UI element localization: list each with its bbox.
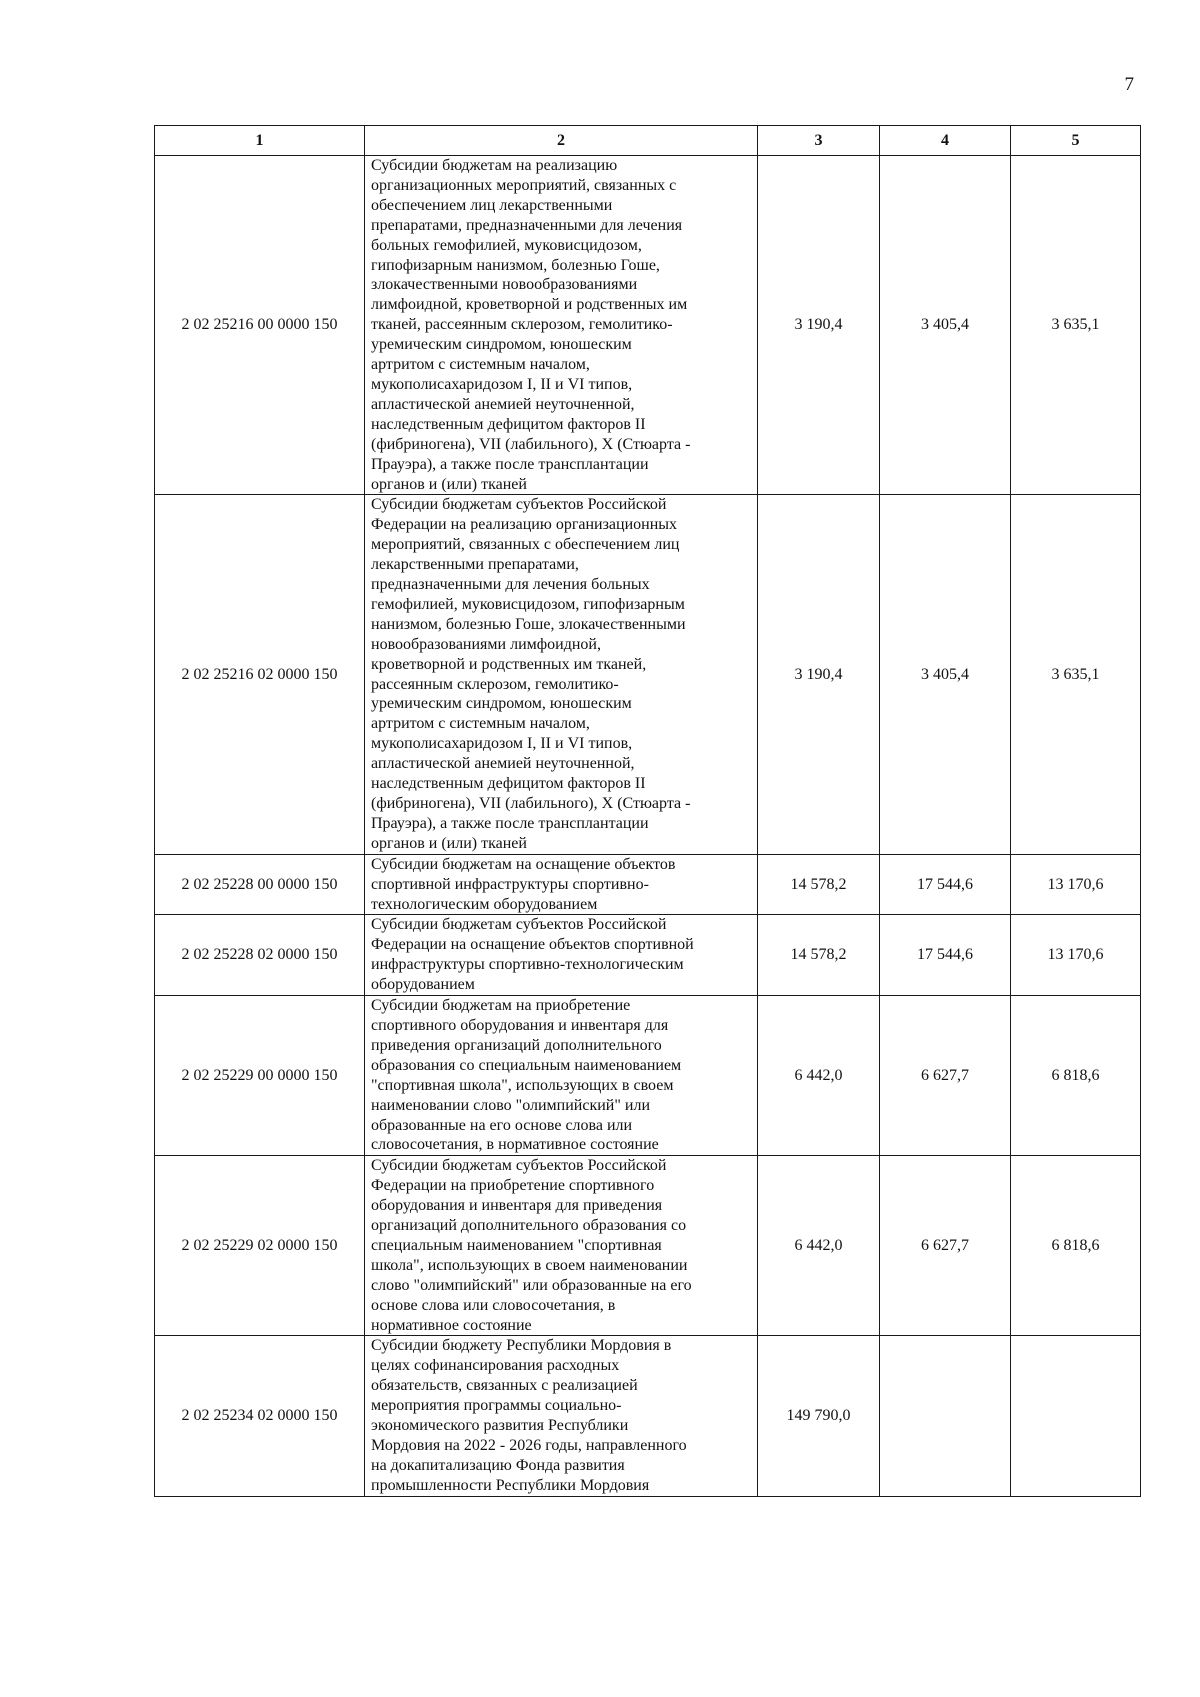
amount-cell-v3: 149 790,0 [758,1336,880,1496]
description-line: уремическим синдромом, юношеским [371,695,632,713]
description-line: словосочетания, в нормативное состояние [371,1136,659,1154]
description-line: приведения организаций дополнительного [371,1036,662,1054]
amount-cell-v3: 3 190,4 [758,156,880,495]
description-line: Субсидии бюджетам субъектов Российской [371,496,667,514]
amount-cell-v5: 6 818,6 [1011,1156,1141,1336]
description-line: мукополисахаридозом I, II и VI типов, [371,375,633,393]
description-line: мероприятия программы социально- [371,1397,622,1415]
description-line: Субсидии бюджетам на приобретение [371,997,631,1015]
description-line: мукополисахаридозом I, II и VI типов, [371,735,633,753]
description-line: слово "олимпийский" или образованные на его [371,1276,692,1294]
amount-cell-v4: 17 544,6 [880,854,1011,915]
column-header-4: 4 [880,126,1011,156]
budget-code-cell: 2 02 25216 02 0000 150 [155,495,365,854]
description-cell [365,1336,758,1496]
amount-cell-v4: 17 544,6 [880,915,1011,996]
column-header-1: 1 [155,126,365,156]
description-line: органов и (или) тканей [371,475,527,493]
description-line: экономического развития Республики [371,1417,629,1435]
amount-cell-v4 [880,1336,1011,1496]
description-line: Прауэра), а также после трансплантации [371,455,649,473]
amount-cell-v4: 6 627,7 [880,1156,1011,1336]
amount-cell-v5: 3 635,1 [1011,495,1141,854]
description-line: предназначенными для лечения больных [371,576,650,594]
budget-code-cell: 2 02 25216 00 0000 150 [155,156,365,495]
description-cell [365,495,758,854]
description-line: Субсидии бюджетам на оснащение объектов [371,855,676,873]
budget-code-cell: 2 02 25229 00 0000 150 [155,996,365,1156]
budget-code-cell: 2 02 25228 00 0000 150 [155,854,365,915]
description-line: нанизмом, болезнью Гоше, злокачественными [371,615,686,633]
description-line: обеспечением лиц лекарственными [371,196,613,214]
description-line: органов и (или) тканей [371,834,527,852]
description-line: специальным наименованием "спортивная [371,1236,662,1254]
description-line: лимфоидной, кроветворной и родственных им [371,296,688,314]
description-line: оборудования и инвентаря для приведения [371,1197,663,1215]
amount-cell-v3: 3 190,4 [758,495,880,854]
description-line: спортивного оборудования и инвентаря для [371,1016,669,1034]
description-line: препаратами, предназначенными для лечения [371,216,683,234]
amount-cell-v3: 6 442,0 [758,1156,880,1336]
description-line: наследственным дефицитом факторов II [371,415,646,433]
description-line: школа", использующих в своем наименовании [371,1256,688,1274]
description-line: организационных мероприятий, связанных с [371,176,677,194]
description-line: рассеянным склерозом, гемолитико- [371,675,619,693]
description-line: оборудованием [371,976,475,994]
description-line: Федерации на приобретение спортивного [371,1177,655,1195]
description-cell [365,915,758,996]
description-line: мероприятий, связанных с обеспечением лиц [371,536,680,554]
budget-code-cell: 2 02 25234 02 0000 150 [155,1336,365,1496]
description-line: наследственным дефицитом факторов II [371,775,646,793]
column-header-5: 5 [1011,126,1141,156]
description-line: Федерации на реализацию организационных [371,516,678,534]
description-line: больных гемофилией, муковисцидозом, [371,236,642,254]
description-line: уремическим синдромом, юношеским [371,336,632,354]
description-line: (фибриногена), VII (лабильного), X (Стюарта - [371,435,691,453]
description-line: образования со специальным наименованием [371,1056,682,1074]
description-line: тканей, рассеянным склерозом, гемолитико- [371,316,673,334]
table-row [155,996,1141,1156]
description-line: Субсидии бюджетам субъектов Российской [371,916,667,934]
amount-cell-v4: 3 405,4 [880,156,1011,495]
table-header-row [155,126,1141,156]
description-line: Прауэра), а также после трансплантации [371,814,649,832]
budget-table [154,125,1141,1497]
description-line: Субсидии бюджету Республики Мордовия в [371,1337,672,1355]
table-body [155,156,1141,1497]
description-line: Субсидии бюджетам субъектов Российской [371,1157,667,1175]
column-header-2: 2 [365,126,758,156]
description-line: промышленности Республики Мордовия [371,1476,650,1494]
description-line: наименовании слово "олимпийский" или [371,1096,650,1114]
description-line: обязательств, связанных с реализацией [371,1377,638,1395]
description-line: артритом с системным началом, [371,356,590,374]
description-cell [365,156,758,495]
description-line: Субсидии бюджетам на реализацию [371,157,618,174]
description-line: артритом с системным началом, [371,715,590,733]
description-cell [365,854,758,915]
table-row [155,1156,1141,1336]
page-number: 7 [1124,74,1134,95]
description-line: инфраструктуры спортивно-технологическим [371,956,684,974]
description-line: "спортивная школа", использующих в своем [371,1076,674,1094]
amount-cell-v5: 13 170,6 [1011,854,1141,915]
description-line: основе слова или словосочетания, в [371,1296,616,1314]
description-line: на докапитализацию Фонда развития [371,1456,625,1474]
description-line: нормативное состояние [371,1316,532,1334]
description-line: организаций дополнительного образования со [371,1217,687,1235]
amount-cell-v5 [1011,1336,1141,1496]
description-line: кроветворной и родственных им тканей, [371,655,647,673]
description-line: гемофилией, муковисцидозом, гипофизарным [371,595,685,613]
description-line: новообразованиями лимфоидной, [371,635,601,653]
description-cell [365,1156,758,1336]
description-line: спортивной инфраструктуры спортивно- [371,875,649,893]
table-row [155,915,1141,996]
description-line: Федерации на оснащение объектов спортивной [371,936,694,954]
description-line: лекарственными препаратами, [371,556,579,574]
table-row [155,495,1141,854]
table-row [155,156,1141,495]
description-line: целях софинансирования расходных [371,1357,620,1375]
column-header-3: 3 [758,126,880,156]
amount-cell-v4: 6 627,7 [880,996,1011,1156]
description-line: апластической анемией неуточненной, [371,755,635,773]
amount-cell-v3: 14 578,2 [758,915,880,996]
amount-cell-v3: 14 578,2 [758,854,880,915]
description-line: Мордовия на 2022 - 2026 годы, направленного [371,1437,687,1454]
description-line: технологическим оборудованием [371,895,598,913]
description-line: образованные на его основе слова или [371,1116,633,1134]
table-row [155,854,1141,915]
table-row [155,1336,1141,1496]
description-cell [365,996,758,1156]
amount-cell-v5: 3 635,1 [1011,156,1141,495]
amount-cell-v3: 6 442,0 [758,996,880,1156]
description-line: апластической анемией неуточненной, [371,395,635,413]
budget-code-cell: 2 02 25229 02 0000 150 [155,1156,365,1336]
amount-cell-v4: 3 405,4 [880,495,1011,854]
description-line: злокачественными новообразованиями [371,276,638,294]
description-line: (фибриногена), VII (лабильного), X (Стюарта - [371,795,691,812]
amount-cell-v5: 6 818,6 [1011,996,1141,1156]
budget-code-cell: 2 02 25228 02 0000 150 [155,915,365,996]
description-line: гипофизарным нанизмом, болезнью Гоше, [371,256,660,274]
amount-cell-v5: 13 170,6 [1011,915,1141,996]
